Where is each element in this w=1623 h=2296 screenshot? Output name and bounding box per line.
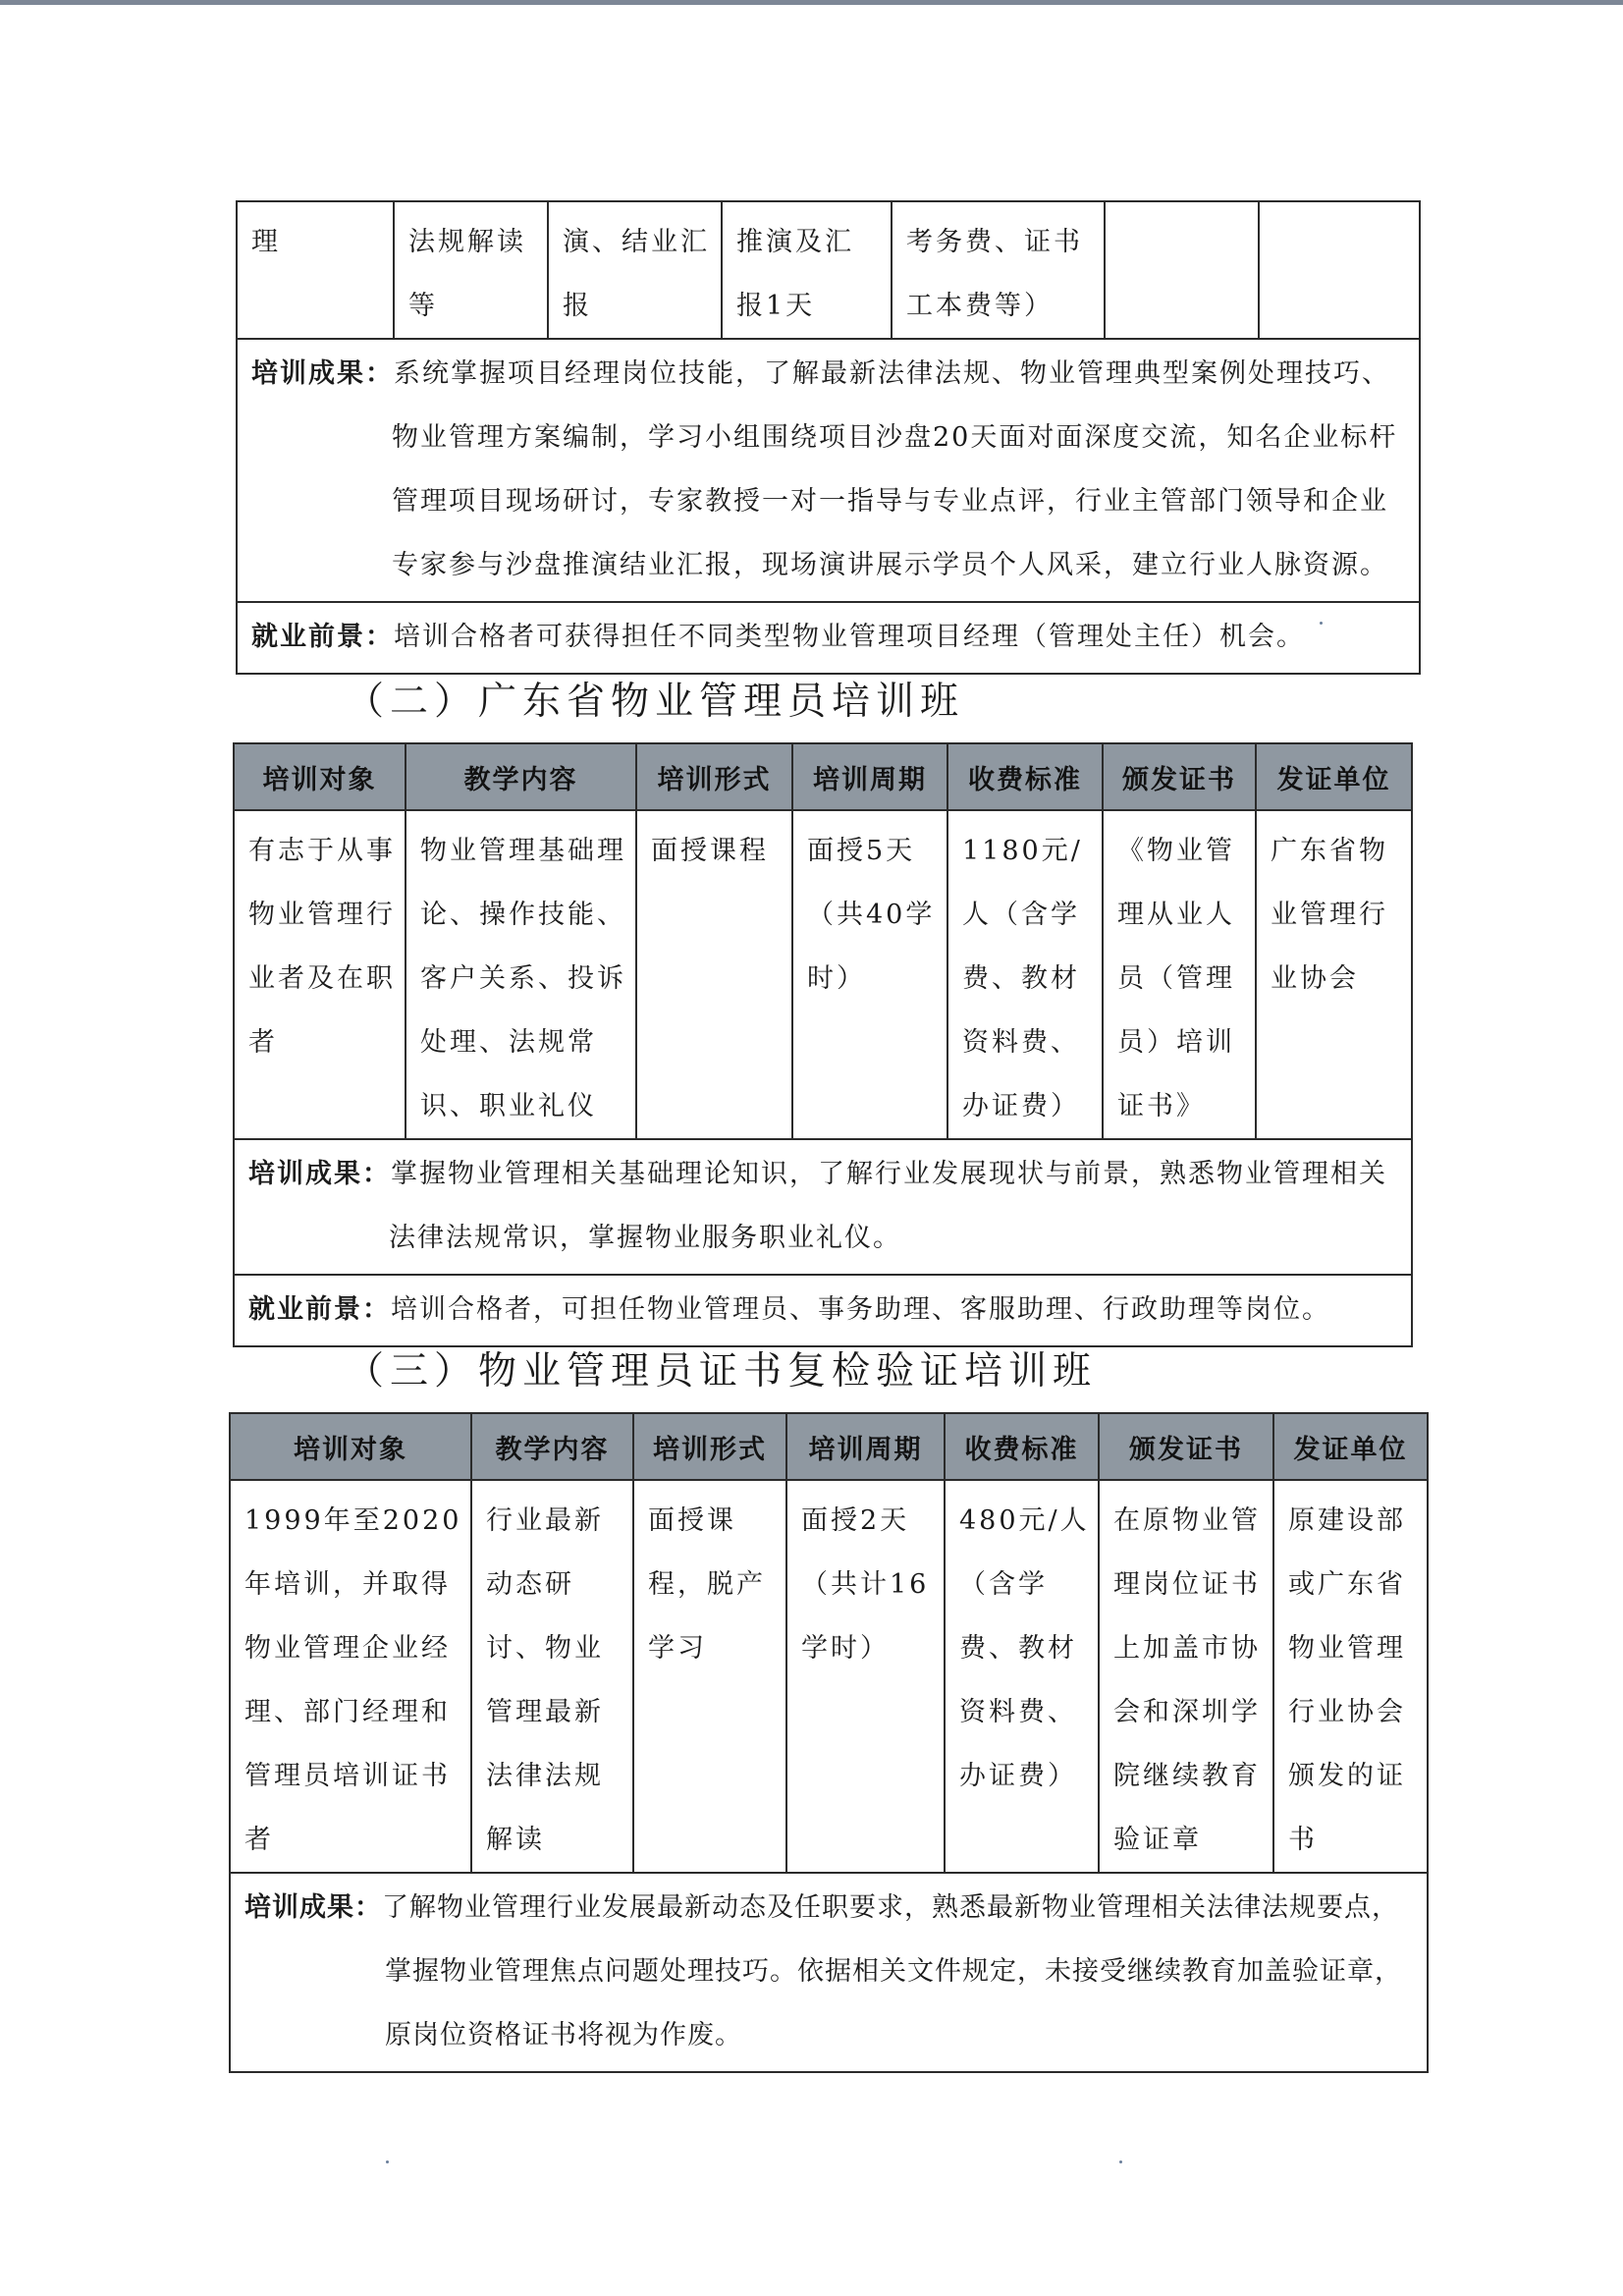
cell-period: 面授2天（共计16学时） [786, 1480, 945, 1873]
cell-period: 面授5天（共40学时） [792, 810, 947, 1139]
header-fee: 收费标准 [947, 743, 1103, 810]
cell-fee: 480元/人（含学费、教材资料费、办证费） [945, 1480, 1099, 1873]
cell-form: 面授课程 [636, 810, 792, 1139]
result-line: 物业管理方案编制，学习小组围绕项目沙盘20天面对面深度交流，知名企业标杆 [392, 422, 1398, 453]
cell-issuer [1259, 201, 1420, 339]
header-period: 培训周期 [792, 743, 947, 810]
result-row [237, 339, 1420, 602]
section-2-table [233, 742, 1413, 1347]
section-3-table [229, 1412, 1429, 2073]
result-label: 培训成果： [244, 1892, 382, 1923]
prospect-text: 培训合格者，可担任物业管理员、事务助理、客服助理、行政助理等岗位。 [391, 1294, 1330, 1325]
header-content: 教学内容 [471, 1413, 633, 1480]
cell-certificate: 在原物业管理岗位证书上加盖市协会和深圳学院继续教育验证章 [1099, 1480, 1273, 1873]
header-target: 培训对象 [234, 743, 406, 810]
result-line: 了解物业管理行业发展最新动态及任职要求，熟悉最新物业管理相关法律法规要点， [382, 1892, 1399, 1923]
table-row [237, 201, 1420, 339]
result-line: 掌握物业管理焦点问题处理技巧。依据相关文件规定，未接受继续教育加盖验证章， [385, 1956, 1402, 1987]
result-label: 培训成果： [248, 1159, 391, 1189]
header-certificate: 颁发证书 [1099, 1413, 1273, 1480]
result-row [234, 1139, 1412, 1275]
header-fee: 收费标准 [945, 1413, 1099, 1480]
header-row [234, 743, 1412, 810]
cell-certificate: 《物业管理从业人员（管理员）培训证书》 [1103, 810, 1256, 1139]
header-target: 培训对象 [230, 1413, 471, 1480]
header-row [230, 1413, 1428, 1480]
result-line: 掌握物业管理相关基础理论知识，了解行业发展现状与前景，熟悉物业管理相关 [391, 1159, 1387, 1189]
cell-target: 有志于从事物业管理行业者及在职者 [234, 810, 406, 1139]
prospect-label: 就业前景： [251, 622, 394, 652]
prospect-row [234, 1275, 1412, 1346]
header-content: 教学内容 [406, 743, 636, 810]
header-period: 培训周期 [786, 1413, 945, 1480]
cell-target: 理 [237, 201, 394, 339]
cell-form: 面授课程，脱产学习 [633, 1480, 786, 1873]
cell-form: 演、结业汇报 [548, 201, 722, 339]
cell-content: 法规解读等 [394, 201, 548, 339]
cell-issuer: 原建设部或广东省物业管理行业协会颁发的证书 [1273, 1480, 1428, 1873]
prospect-row [237, 602, 1420, 674]
scan-speck [1119, 2160, 1122, 2163]
section-3-title: （三）物业管理员证书复检验证培训班 [346, 1349, 1098, 1394]
cell-content: 行业最新动态研讨、物业管理最新法律法规解读 [471, 1480, 633, 1873]
result-line: 系统掌握项目经理岗位技能，了解最新法律法规、物业管理典型案例处理技巧、 [394, 358, 1390, 389]
table-row [230, 1480, 1428, 1873]
training-result [230, 1873, 1428, 2072]
header-form: 培训形式 [636, 743, 792, 810]
cell-target: 1999年至2020年培训，并取得物业管理企业经理、部门经理和管理员培训证书者 [230, 1480, 471, 1873]
employment-prospect [234, 1275, 1412, 1346]
result-line: 专家参与沙盘推演结业汇报，现场演讲展示学员个人风采，建立行业人脉资源。 [392, 550, 1388, 580]
cell-issuer: 广东省物业管理行业协会 [1256, 810, 1412, 1139]
cell-fee: 1180元/人（含学费、教材资料费、办证费） [947, 810, 1103, 1139]
header-form: 培训形式 [633, 1413, 786, 1480]
cell-fee: 考务费、证书工本费等） [892, 201, 1105, 339]
cell-certificate [1105, 201, 1259, 339]
header-certificate: 颁发证书 [1103, 743, 1256, 810]
result-line: 原岗位资格证书将视为作废。 [385, 2020, 742, 2050]
cell-content: 物业管理基础理论、操作技能、客户关系、投诉处理、法规常识、职业礼仪 [406, 810, 636, 1139]
result-row [230, 1873, 1428, 2072]
cell-period: 推演及汇报1天 [722, 201, 892, 339]
training-result [234, 1139, 1412, 1275]
result-label: 培训成果： [251, 358, 394, 389]
employment-prospect [237, 602, 1420, 674]
scan-speck [1320, 622, 1323, 625]
header-issuer: 发证单位 [1273, 1413, 1428, 1480]
scan-speck [386, 2160, 389, 2163]
prospect-label: 就业前景： [248, 1294, 391, 1325]
table-row [234, 810, 1412, 1139]
prospect-text: 培训合格者可获得担任不同类型物业管理项目经理（管理处主任）机会。 [394, 622, 1305, 652]
section-2-title: （二）广东省物业管理员培训班 [346, 680, 965, 724]
project-manager-table-continuation [236, 200, 1421, 675]
scan-top-edge [0, 0, 1623, 5]
header-issuer: 发证单位 [1256, 743, 1412, 810]
result-line: 管理项目现场研讨，专家教授一对一指导与专业点评，行业主管部门领导和企业 [392, 486, 1388, 517]
result-line: 法律法规常识，掌握物业服务职业礼仪。 [389, 1223, 901, 1253]
training-result [237, 339, 1420, 602]
